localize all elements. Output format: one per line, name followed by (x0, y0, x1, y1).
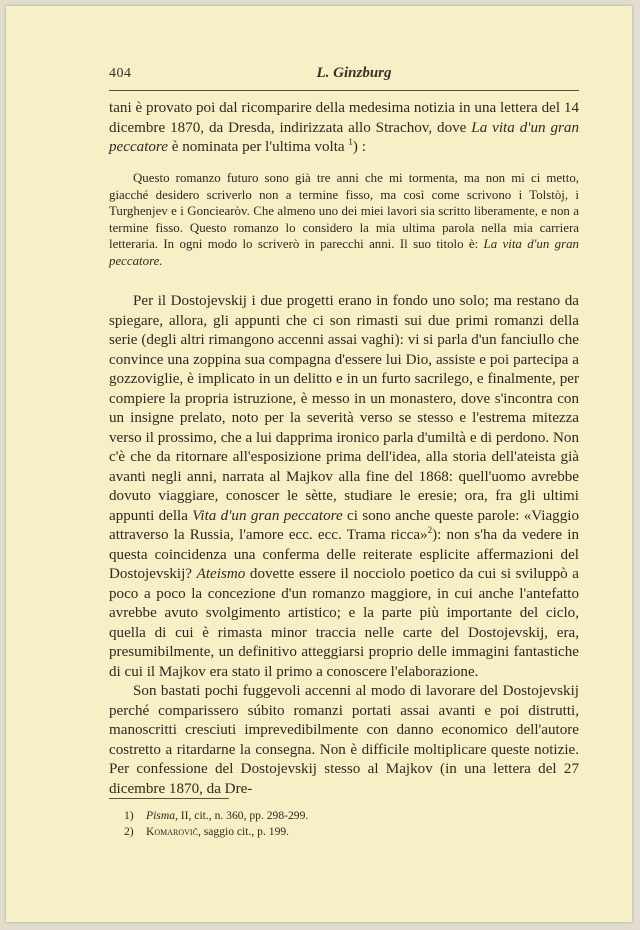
footnote-marker: 2) (124, 825, 134, 838)
footnote-rule (109, 798, 229, 799)
footnote: 2) Komarovič, saggio cit., p. 199. (124, 825, 290, 838)
footnote: 1) Pisma, II, cit., n. 360, pp. 298-299. (124, 809, 309, 822)
paragraph: Per il Dostojevskij i due progetti erano in fondo uno solo; ma restano da spiegare, allora, gli appunti che ci son rimasti sui due primi romanzi della serie (degli altri rimangono accenni assai vaghi): vi si parla d'un fanciullo che convince una zoppina sua compagna d'essere lui Dio, assiste e poi partecipa a gozzoviglie, è implicato in un delitto e in un furto sacrilego, e finalmente, per compiere la propria istruzione, è messo in un monastero, dove s'incontra con un insigne prelato, noto per la severità verso se stesso e l'estrema mitezza verso il prossimo, che a lui dapprima ironico parla d'umiltà e di perdono. Non c'è che da ritornare all'esposizione prima dell'idea, alla storia dell'ateista già avanti negli anni, narrata al Majkov alla fine del 1868: quell'uomo avrebbe dovuto viaggiare, conoscer le sètte, studiare le eresie; ora, fra gli ultimi appunti della Vita d'un gran peccatore ci sono anche queste parole: «Viaggio attraverso la Russia, l'amore ecc. ecc. Trama ricca»$^2$): non s'ha da vedere in questa coincidenza una conferma delle reiterate esplicite affermazioni del Dostojevskij? Ateismo dovette essere il nocciolo poetico da cui si sviluppò a poco a poco la concezione d'un romanzo maggiore, in cui anche l'antefatto avrebbe avuto svolgimento artistico; e la parte più importante del ciclo, quella di cui è rimasta minor traccia nelle carte del Dostojevskij, era, presumibilmente, un definitivo atteggiarsi proprio delle immagini fantastiche di cui il Majkov era stato il primo a conoscere l'elaborazione. (109, 293, 579, 680)
footnote-marker: 1) (124, 809, 134, 822)
footnote-ref: 1 (348, 136, 353, 147)
block-quote: Questo romanzo futuro sono già tre anni che mi tormenta, ma non mi ci metto, giacché desidero scriverlo non a termine fisso, ma così come scrivono i Tolstòj, i Turghenjev e i Gonciearòv. Che almeno uno dei miei lavori sia scritto liberamente, e non a termine fisso. Questo romanzo lo considero la mia ultima parola nella mia carriera letteraria. In ogni modo lo scriverò in parecchi anni. Il suo titolo è: La vita d'un gran peccatore. (109, 171, 579, 268)
running-head: L. Ginzburg (316, 65, 392, 81)
page-header (109, 66, 579, 88)
intro-paragraph: tani è provato poi dal ricomparire della medesima notizia in una lettera del 14 dicembre 1870, da Dresda, indirizzata allo Strachov, dove La vita d'un gran peccatore è nominata per l'ultima volta $^1$) : (109, 100, 579, 155)
paragraph: Son bastati pochi fuggevoli accenni al modo di lavorare del Dostojevskij perché comparissero súbito romanzi portati assai avanti e poi distrutti, manoscritti cresciuti imprevedibilmente con danno economico dell'autore costretto a ritardarne la consegna. Non è difficile moltiplicare queste notizie. Per confessione del Dostojevskij stesso al Majkov (in una lettera del 27 dicembre 1870, da Dre- (109, 683, 579, 797)
page-number: 404 (109, 66, 132, 81)
header-rule (109, 90, 579, 91)
footnote-ref: 2 (427, 524, 433, 535)
work-title: Ateismo (196, 566, 246, 582)
book-page (6, 6, 632, 922)
work-title: Vita d'un gran peccatore (192, 507, 343, 524)
footnotes (124, 808, 564, 840)
work-title: La vita d'un gran peccatore. (109, 237, 579, 268)
work-title: La vita d'un gran peccatore (109, 119, 579, 155)
main-text (109, 292, 579, 799)
